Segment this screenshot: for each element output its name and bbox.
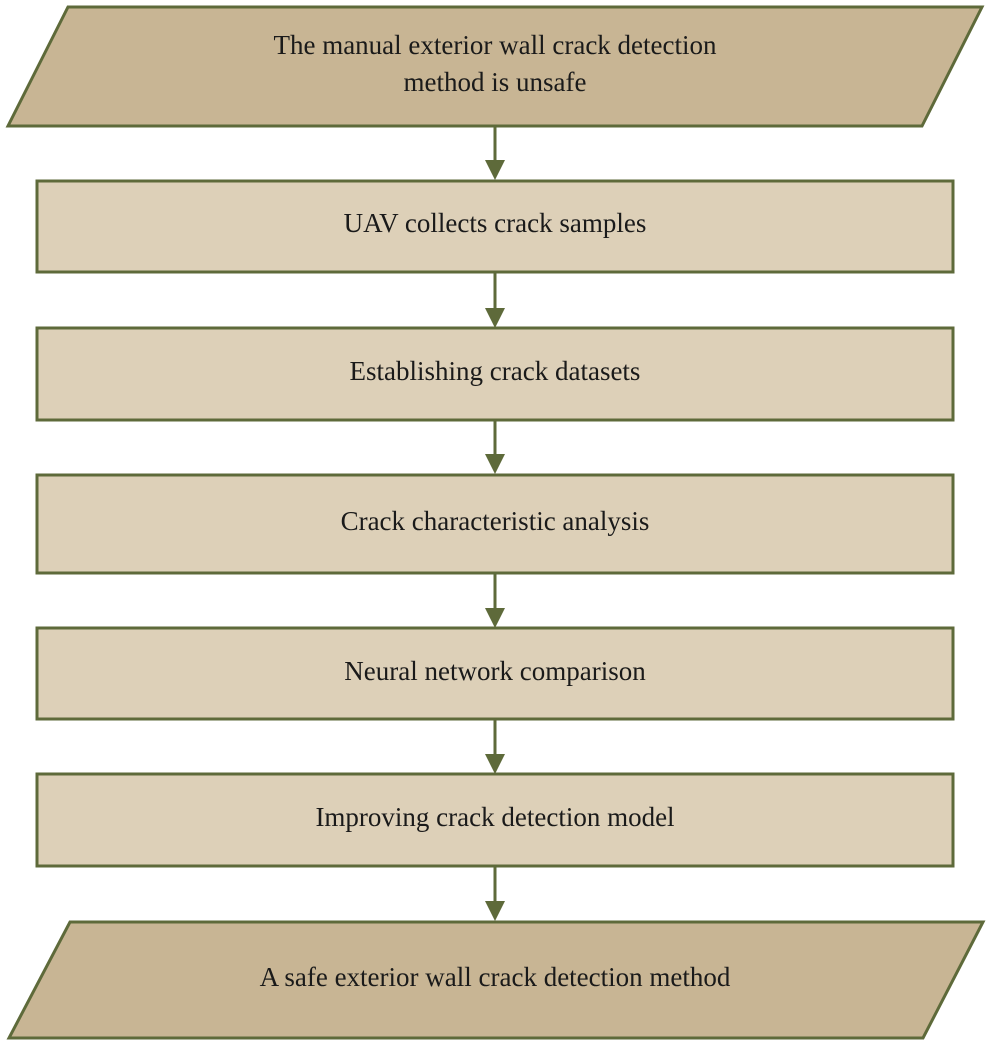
comparison-label: Neural network comparison: [344, 656, 646, 687]
end-label: A safe exterior wall crack detection method: [259, 962, 731, 993]
node-end: [9, 922, 983, 1038]
arrow-comparison-to-improve: [485, 719, 505, 774]
arrow-collect-to-datasets: [485, 272, 505, 328]
arrow-improve-to-end: [485, 866, 505, 921]
arrow-datasets-to-analysis: [485, 420, 505, 474]
start-line-1: The manual exterior wall crack detection: [273, 30, 717, 61]
node-datasets: [37, 328, 953, 420]
arrow-start-to-collect: [485, 126, 505, 180]
node-improve: [37, 774, 953, 866]
arrow-analysis-to-comparison: [485, 573, 505, 628]
analysis-label: Crack characteristic analysis: [340, 506, 650, 537]
datasets-label: Establishing crack datasets: [349, 356, 641, 387]
start-line-2: method is unsafe: [403, 67, 587, 98]
improve-label: Improving crack detection model: [315, 802, 675, 833]
node-analysis: [37, 475, 953, 573]
node-comparison: [37, 628, 953, 719]
collect-label: UAV collects crack samples: [343, 208, 647, 239]
node-collect: [37, 181, 953, 272]
node-start: [8, 7, 982, 126]
